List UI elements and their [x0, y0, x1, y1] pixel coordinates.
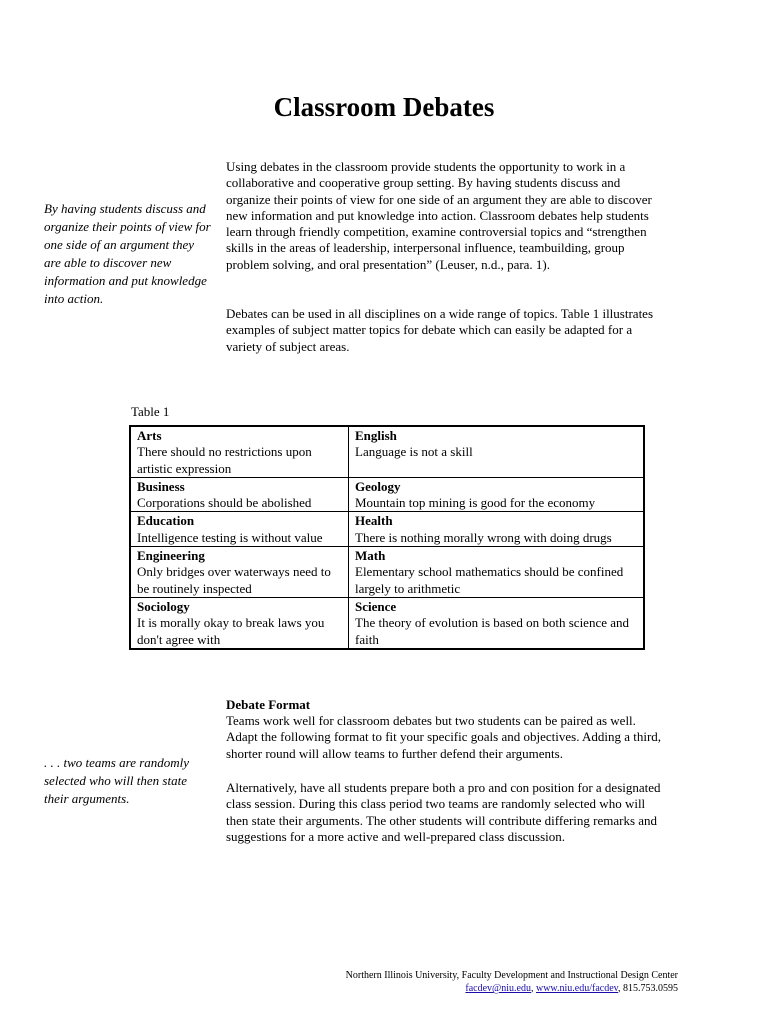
subject-label: Sociology: [137, 598, 190, 614]
intro-paragraph-1: Using debates in the classroom provide students the opportunity to work in a collaborative and cooperative group setting. By having students discuss and organize their points of view for one side of an argument they are able to discover new information and put knowledge into action. Classroom debates help students learn through friendly competition, examine controversial topics and “strengthen skills in the areas of leadership, interpersonal influence, teambuilding, group problem solving, and oral presentation” (Leuser, n.d., para. 1).: [226, 159, 652, 272]
topic-text: Language is not a skill: [355, 444, 473, 460]
table-cell: [349, 512, 645, 547]
topic-text: Intelligence testing is without value: [137, 529, 323, 545]
footer-contact: [346, 982, 678, 995]
table-caption: Table 1: [131, 404, 170, 419]
email-link[interactable]: facdev@niu.edu: [465, 983, 531, 994]
table-row: [130, 547, 644, 598]
debate-format-paragraph-1: Teams work well for classroom debates but two students can be paired as well. Adapt the following format to fit your specific goals and objectives. Adding a third, shorter round will allow teams to further defend their arguments.: [226, 713, 662, 761]
subject-label: Science: [355, 598, 397, 614]
footer-phone: , 815.753.0595: [618, 983, 678, 994]
subject-label: Engineering: [137, 548, 205, 564]
table-cell: [349, 477, 645, 512]
table-row: [130, 426, 644, 477]
subject-label: Math: [355, 548, 386, 564]
subject-label: Arts: [137, 428, 162, 443]
table-cell: [130, 512, 349, 547]
footer: [346, 969, 678, 995]
topic-text: Elementary school mathematics should be confined largely to arithmetic: [355, 564, 624, 596]
pull-quote-2: . . . two teams are randomly selected who will then state their arguments.: [44, 755, 190, 806]
table-cell: [349, 547, 645, 598]
topic-text: Mountain top mining is good for the economy: [355, 495, 596, 511]
subjects-table: [129, 425, 645, 650]
subject-label: Geology: [355, 478, 401, 494]
website-link[interactable]: www.niu.edu/facdev: [535, 983, 618, 994]
topic-text: Corporations should be abolished: [137, 495, 312, 511]
footer-institution: Northern Illinois University, Faculty Development and Instructional Design Center: [345, 970, 678, 981]
topic-text: There is nothing morally wrong with doing drugs: [355, 529, 612, 545]
footer-separator: ,: [530, 983, 536, 994]
topic-text: The theory of evolution is based on both science and faith: [355, 615, 630, 647]
intro-paragraph-2: Debates can be used in all disciplines on a wide range of topics. Table 1 illustrates examples of subject matter topics for debate which can easily be adapted for a variety of subject areas.: [226, 306, 654, 354]
subject-label: Business: [137, 478, 185, 494]
table-row: [130, 477, 644, 512]
page-title: Classroom Debates: [273, 92, 495, 122]
table-cell: [130, 597, 349, 648]
topic-text: There should no restrictions upon artistic expression: [137, 444, 312, 476]
subject-label: English: [355, 428, 397, 443]
topic-text: It is morally okay to break laws you don't agree with: [137, 615, 325, 647]
pull-quote-1: By having students discuss and organize their points of view for one side of an argument they are able to discover new information and put knowledge into action.: [44, 201, 211, 306]
table-cell: [130, 426, 349, 477]
table-row: [130, 512, 644, 547]
subject-label: Education: [137, 513, 195, 529]
table-cell: [130, 547, 349, 598]
table-cell: [349, 426, 645, 477]
subject-label: Health: [355, 513, 393, 529]
debate-format-paragraph-2: Alternatively, have all students prepare both a pro and con position for a designated class session. During this class period two teams are randomly selected who will then state their arguments. The other students will contribute differing remarks and suggestions for a more active and well-prepared class discussion.: [226, 780, 661, 844]
table-cell: [130, 477, 349, 512]
table-row: [130, 597, 644, 648]
topic-text: Only bridges over waterways need to be routinely inspected: [137, 564, 331, 596]
table-cell: [349, 597, 645, 648]
debate-format-heading: Debate Format: [226, 697, 311, 712]
